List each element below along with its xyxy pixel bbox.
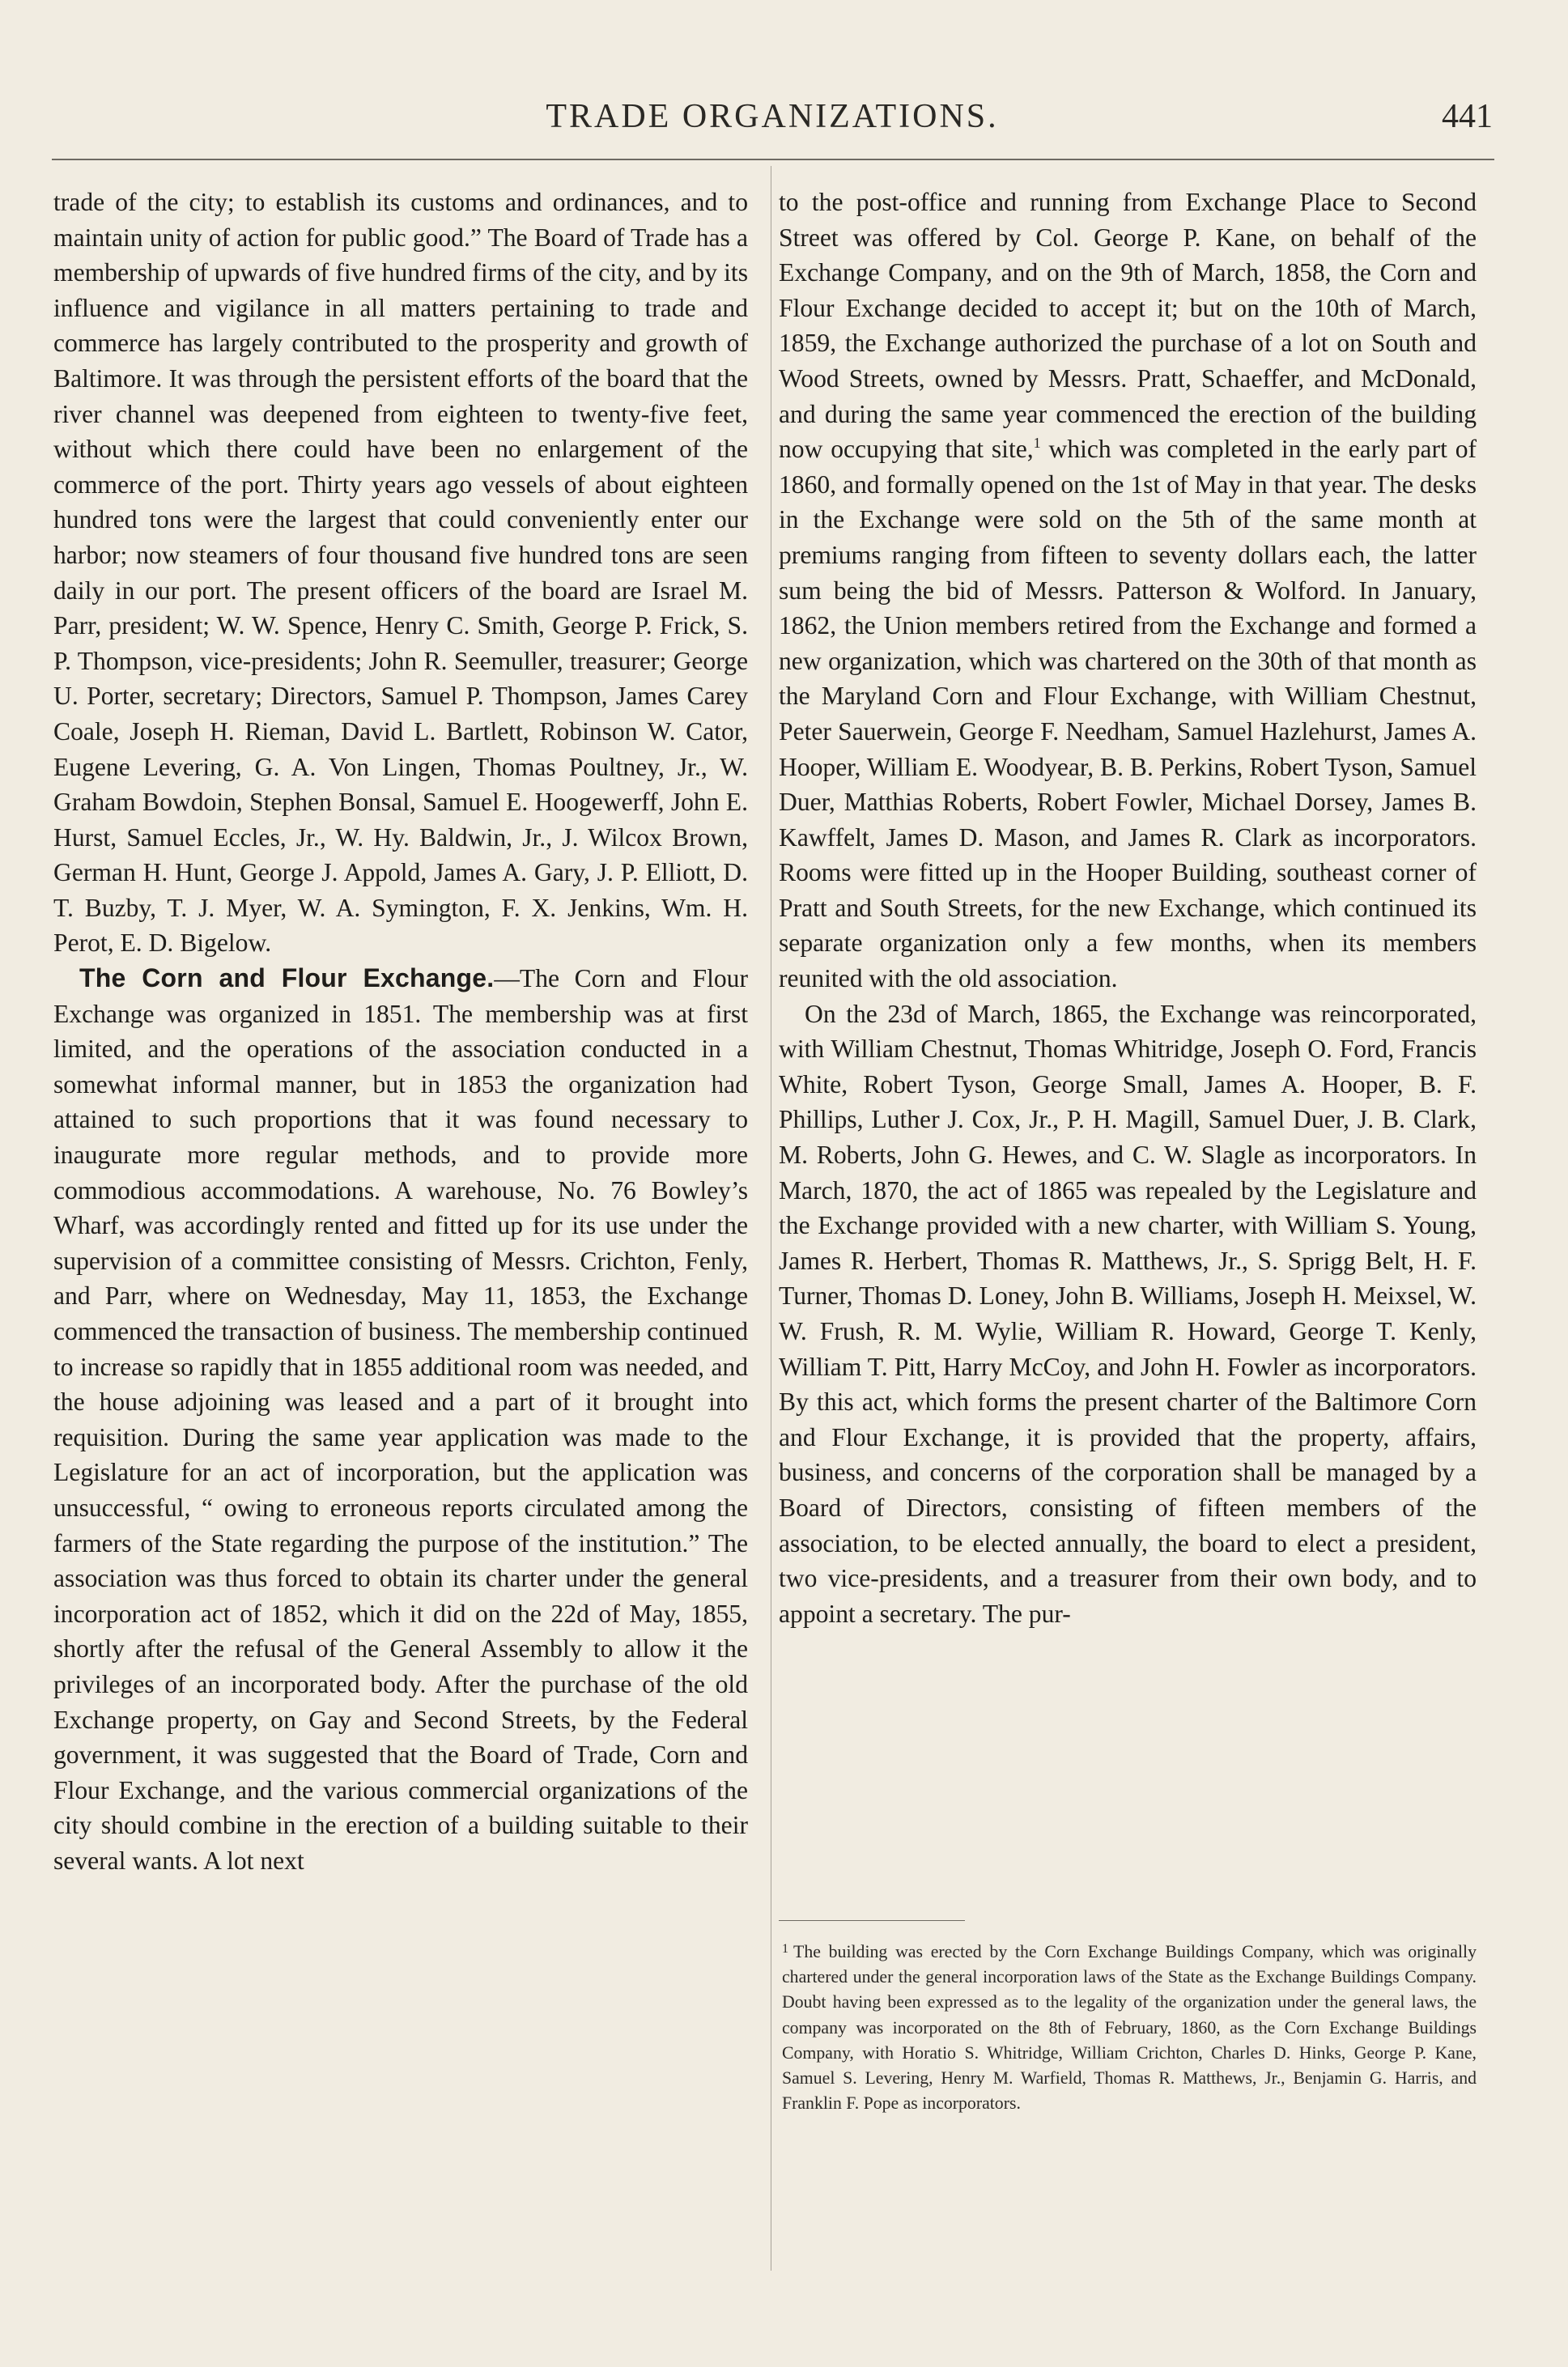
- header-rule: [52, 159, 1494, 160]
- paragraph-exchange-building-text: to the post-office and running from Exchange Place to Second Street was offered by Col. George P. Kane, on behalf of the Exchange Company, and on the 9th of March, 1858, the Corn and Flour Exchange decided to accept it; but on the 10th of March, 1859, the Exchange authorized the purchase of a lot on South and Wood Streets, owned by Messrs. Pratt, Schaeffer, and McDonald, and during the same year commenced the erection of the building now occupying that site,: [779, 188, 1477, 464]
- footnote-text: The building was erected by the Corn Exchange Buildings Company, which was originally chartered under the general incorporation laws of the State as the Exchange Buildings Company. Doubt having been expressed as to the legality of the organization under the general laws, the company was incorporated on the 8th of February, 1860, as the Corn Exchange Buildings Company, with Horatio S. Whitridge, William Crichton, Charles D. Hinks, George P. Kane, Samuel S. Levering, Henry M. Warfield, Thomas R. Matthews, Jr., Benjamin G. Harris, and Franklin F. Pope as incorporators.: [782, 1942, 1477, 2114]
- paragraph-corn-exchange-intro: [53, 961, 748, 1878]
- running-title: TRADE ORGANIZATIONS.: [546, 98, 999, 135]
- paragraph-board-of-trade: trade of the city; to establish its customs and ordinances, and to maintain unity of action for public good.” The Board of Trade has a membership of upwards of five hundred firms of the city, and by its influence and vigilance in all matters pertaining to trade and commerce has largely contributed to the prosperity and growth of Baltimore. It was through the persistent efforts of the board that the river channel was deepened from eighteen to twenty-five feet, without which there could have been no enlargement of the commerce of the port. Thirty years ago vessels of about eighteen hundred tons were the largest that could conveniently enter our harbor; now steamers of four thousand five hundred tons are seen daily in our port. The present officers of the board are Israel M. Parr, president; W. W. Spence, Henry C. Smith, George P. Frick, S. P. Thompson, vice-presidents; John R. Seemuller, treasurer; George U. Porter, secretary; Directors, Samuel P. Thompson, James Carey Coale, Joseph H. Rieman, David L. Bartlett, Robinson W. Cator, Eugene Levering, G. A. Von Lingen, Thomas Poultney, Jr., W. Graham Bowdoin, Stephen Bonsal, Samuel E. Hoogewerff, John E. Hurst, Samuel Eccles, Jr., W. Hy. Baldwin, Jr., J. Wilcox Brown, German H. Hunt, George J. Appold, James A. Gary, J. P. Elliott, D. T. Buzby, T. J. Myer, W. A. Symington, F. X. Jenkins, Wm. H. Perot, E. D. Bigelow.: [53, 188, 748, 958]
- page-number: 441: [1442, 98, 1493, 135]
- right-column: [779, 185, 1477, 1631]
- left-column: [53, 185, 748, 1879]
- footnote-reference: 1: [1033, 435, 1041, 452]
- paragraph-exchange-building-text-cont: which was completed in the early part of 1860, and formally opened on the 1st of May in that year. The desks in the Exchange were sold on the 5th of the same month at premiums ranging from fifteen to seventy dollars each, the latter sum being the bid of Messrs. Patterson & Wolford. In January, 1862, the Union members retired from the Exchange and formed a new organization, which was chartered on the 30th of that month as the Maryland Corn and Flour Exchange, with William Chestnut, Peter Sauerwein, George F. Needham, Samuel Hazlehurst, James A. Hooper, William E. Woodyear, B. B. Perkins, Robert Tyson, Samuel Duer, Matthias Roberts, Robert Fowler, Michael Dorsey, James B. Kawffelt, James D. Mason, and James R. Clark as incorporators. Rooms were fitted up in the Hooper Building, southeast corner of Pratt and South Streets, for the new Exchange, which continued its separate organization only a few months, when its members reunited with the old association.: [779, 435, 1477, 993]
- footnote: [782, 1936, 1477, 2116]
- paragraph-corn-exchange-text: —The Corn and Flour Exchange was organized in 1851. The membership was at first limited, and the operations of the association conducted in a somewhat informal manner, but in 1853 the organization had attained to such proportions that it was found necessary to inaugurate more regular methods, and to provide more commodious accommodations. A warehouse, No. 76 Bowley’s Wharf, was accordingly rented and fitted up for its use under the supervision of a committee consisting of Messrs. Crichton, Fenly, and Parr, where on Wednesday, May 11, 1853, the Exchange commenced the transaction of business. The membership continued to increase so rapidly that in 1855 additional room was needed, and the house adjoining was leased and a part of it brought into requisition. During the same year application was made to the Legislature for an act of incorporation, but the application was unsuccessful, “ owing to erroneous reports circulated among the farmers of the State regarding the purpose of the institution.” The association was thus forced to obtain its charter under the general incorporation act of 1852, which it did on the 22d of May, 1855, shortly after the refusal of the General Assembly to allow it the privileges of an incorporated body. After the purchase of the old Exchange property, on Gay and Second Streets, by the Federal government, it was suggested that the Board of Trade, Corn and Flour Exchange, and the various commercial organizations of the city should combine in the erection of a building suitable to their several wants. A lot next: [53, 964, 748, 1875]
- section-heading: The Corn and Flour Exchange.: [79, 963, 495, 993]
- running-head: [52, 97, 1493, 146]
- footnote-rule: [779, 1920, 965, 1921]
- paragraph-reincorporation: On the 23d of March, 1865, the Exchange was reincorporated, with William Chestnut, Thomas Whitridge, Joseph O. Ford, Francis White, Robert Tyson, George Small, James A. Hooper, B. F. Phillips, Luther J. Cox, Jr., P. H. Magill, Samuel Duer, J. B. Clark, M. Roberts, John G. Hewes, and C. W. Slagle as incorporators. In March, 1870, the act of 1865 was repealed by the Legislature and the Exchange provided with a new charter, with William S. Young, James R. Herbert, Thomas R. Matthews, Jr., S. Sprigg Belt, H. F. Turner, Thomas D. Loney, John B. Williams, Joseph H. Meixsel, W. W. Frush, R. M. Wylie, William R. Howard, George T. Kenly, William T. Pitt, Harry McCoy, and John H. Fowler as incorporators. By this act, which forms the present charter of the Baltimore Corn and Flour Exchange, it is provided that the property, affairs, business, and concerns of the corporation shall be managed by a Board of Directors, consisting of fifteen members of the association, to be elected annually, the board to elect a president, two vice-presidents, and a treasurer from their own body, and to appoint a secretary. The pur-: [779, 999, 1477, 1628]
- footnote-mark: 1: [782, 1942, 788, 1956]
- paragraph-exchange-building: [779, 185, 1477, 997]
